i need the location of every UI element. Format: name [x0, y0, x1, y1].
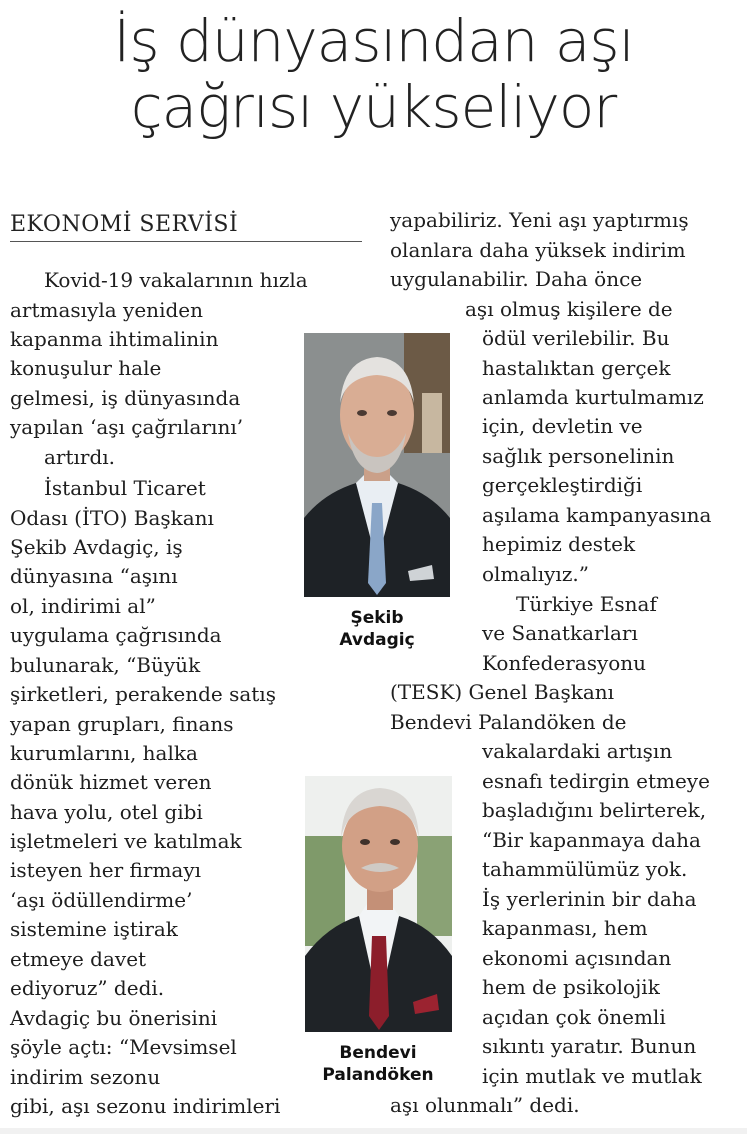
article-line: hepimiz destek	[482, 532, 636, 556]
article-line: Odası (İTO) Başkanı	[10, 506, 214, 530]
article-line: Şekib Avdagiç, iş	[10, 535, 183, 559]
article-line: İş yerlerinin bir daha	[482, 887, 697, 911]
article-line: İstanbul Ticaret	[44, 476, 206, 500]
article-line: kurumlarını, halka	[10, 741, 198, 765]
article-line: Kovid-19 vakalarının hızla	[44, 268, 308, 292]
article-line: olanlara daha yüksek indirim	[390, 238, 686, 262]
article-line: ekonomi açısından	[482, 946, 672, 970]
article-line: uygulama çağrısında	[10, 623, 222, 647]
article-line: şöyle açtı: “Mevsimsel	[10, 1035, 237, 1059]
article-line: şirketleri, perakende satış	[10, 682, 276, 706]
article-line: anlamda kurtulmamız	[482, 385, 704, 409]
article-line: hem de psikolojik	[482, 975, 660, 999]
article-line: (TESK) Genel Başkanı	[390, 680, 615, 704]
article-line: uygulanabilir. Daha önce	[390, 267, 643, 291]
article-line: yapabiliriz. Yeni aşı yaptırmış	[390, 208, 689, 232]
article-line: isteyen her firmayı	[10, 858, 202, 882]
article-line: için, devletin ve	[482, 414, 643, 438]
portrait-photo-avdagic	[304, 333, 450, 597]
byline: EKONOMİ SERVİSİ	[10, 212, 362, 242]
caption-line: Şekib	[350, 608, 404, 628]
article-line: hava yolu, otel gibi	[10, 800, 203, 824]
article-line: dünyasına “aşını	[10, 564, 178, 588]
article-line: aşı olunmalı” dedi.	[390, 1093, 580, 1117]
article-line: etmeye davet	[10, 947, 147, 971]
article-line: kapanma ihtimalinin	[10, 327, 219, 351]
article-line: kapanması, hem	[482, 916, 648, 940]
article-line: “Bir kapanmaya daha	[482, 828, 701, 852]
article-line: artırdı.	[44, 445, 116, 469]
caption-line: Palandöken	[322, 1065, 434, 1085]
article-line: esnafı tedirgin etmeye	[482, 769, 710, 793]
article-line: ödül verilebilir. Bu	[482, 326, 670, 350]
photo-caption-avdagic	[304, 607, 450, 651]
article-line: tahammülümüz yok.	[482, 857, 688, 881]
portrait-palandoken-illustration	[305, 776, 452, 1032]
article-line: dönük hizmet veren	[10, 770, 212, 794]
article-line: gerçekleştirdiği	[482, 473, 643, 497]
article-line: Avdagiç bu önerisini	[10, 1006, 218, 1030]
article-line: aşılama kampanyasına	[482, 503, 712, 527]
article-line: ediyoruz” dedi.	[10, 976, 165, 1000]
article-line: ve Sanatkarları	[482, 621, 638, 645]
article-line: aşı olmuş kişilere de	[465, 297, 673, 321]
article-line: Konfederasyonu	[482, 651, 647, 675]
headline-line-2: çağrısı yükseliyor	[130, 73, 617, 141]
article-line: başladığını belirterek,	[482, 798, 707, 822]
article-line: Türkiye Esnaf	[516, 592, 657, 616]
article-line: vakalardaki artışın	[482, 739, 673, 763]
article-line: işletmeleri ve katılmak	[10, 829, 242, 853]
headline	[0, 8, 747, 140]
article-line: açıdan çok önemli	[482, 1005, 666, 1029]
article-line: sağlık personelinin	[482, 444, 675, 468]
article-line: yapılan ‘aşı çağrılarını’	[10, 415, 244, 439]
article-line: sistemine iştirak	[10, 917, 178, 941]
article-line: bulunarak, “Büyük	[10, 653, 201, 677]
article-line: hastalıktan gerçek	[482, 356, 671, 380]
page-bottom-edge	[0, 1128, 747, 1134]
article-line: Bendevi Palandöken de	[390, 710, 627, 734]
caption-line: Bendevi	[339, 1043, 417, 1063]
article-line: konuşulur hale	[10, 356, 162, 380]
portrait-avdagic-illustration	[304, 333, 450, 597]
photo-caption-palandoken	[298, 1042, 458, 1086]
portrait-photo-palandoken	[305, 776, 452, 1032]
article-line: gelmesi, iş dünyasında	[10, 386, 241, 410]
article-line: için mutlak ve mutlak	[482, 1064, 702, 1088]
article-line: ‘aşı ödüllendirme’	[10, 888, 193, 912]
article-line: indirim sezonu	[10, 1065, 161, 1089]
article-line: yapan grupları, finans	[10, 712, 234, 736]
article-line: olmalıyız.”	[482, 562, 589, 586]
article-line: gibi, aşı sezonu indirimleri	[10, 1094, 281, 1118]
article-line: artmasıyla yeniden	[10, 298, 203, 322]
article-line: sıkıntı yaratır. Bunun	[482, 1034, 697, 1058]
headline-line-1: İş dünyasından aşı	[113, 7, 634, 75]
article-line: ol, indirimi al”	[10, 594, 156, 618]
caption-line: Avdagiç	[339, 630, 415, 650]
